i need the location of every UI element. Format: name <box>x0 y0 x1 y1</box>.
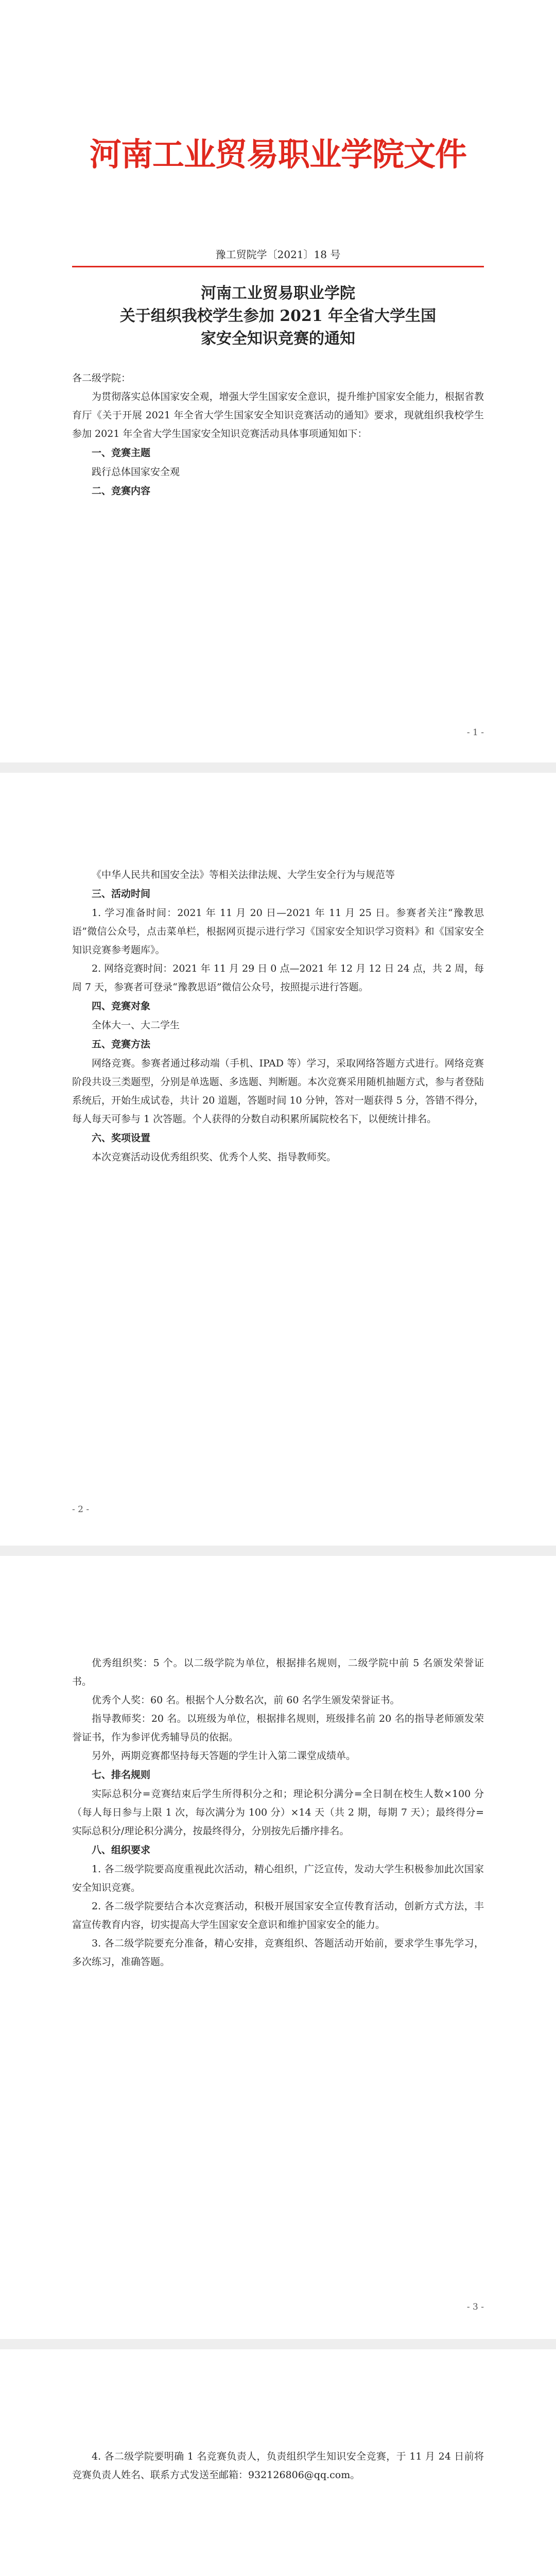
section-2-heading: 二、竞赛内容 <box>92 485 151 497</box>
document-number: 豫工贸院学〔2021〕18 号 <box>215 248 341 261</box>
page-2 <box>0 773 556 1546</box>
section-7-heading: 七、排名规则 <box>92 1769 151 1781</box>
time-item-1: 1. 学习准备时间：2021 年 11 月 20 日—2021 年 11 月 25 日。参赛者关注“豫教思语”微信公众号，点击菜单栏，根据网页提示进行学习《国家安全知识学习资料》和《国家安全知识竞赛参考题库》。 <box>72 907 484 956</box>
award-note: 另外，两期竞赛都坚持每天答题的学生计入第二课堂成绩单。 <box>92 1750 356 1761</box>
section-5-heading: 五、竞赛方法 <box>92 1039 151 1050</box>
requirement-3: 3. 各二级学院要充分准备，精心安排，竞赛组织、答题活动开始前，要求学生事先学习，多次练习，准确答题。 <box>72 1938 484 1968</box>
page-1 <box>0 0 556 762</box>
requirement-1: 1. 各二级学院要高度重视此次活动，精心组织，广泛宣传，发动大学生积极参加此次国家安全知识竞赛。 <box>72 1863 484 1893</box>
page-number: - 1 - <box>466 727 484 738</box>
requirement-2: 2. 各二级学院要结合本次竞赛活动，积极开展国家安全宣传教育活动，创新方式方法，丰富宣传教育内容，切实提高大学生国家安全意识和维护国家安全的能力。 <box>72 1901 484 1930</box>
intro-paragraph: 为贯彻落实总体国家安全观，增强大学生国家安全意识，提升维护国家安全能力，根据省教育厅《关于开展 2021 年全省大学生国家安全知识竞赛活动的通知》要求，现就组织我校学生参加 2021 年全省大学生国家安全知识竞赛活动具体事项通知如下： <box>72 391 484 439</box>
page-3-body <box>72 1654 484 1971</box>
page-2-body <box>72 866 484 1166</box>
section-1-body: 践行总体国家安全观 <box>92 466 180 478</box>
time-item-2: 2. 网络竞赛时间：2021 年 11 月 29 日 0 点—2021 年 12 月 12 日 24 点，共 2 周，每周 7 天，参赛者可登录“豫教思语”微信公众号，按照提示进行答题。 <box>72 963 484 993</box>
notice-title-line: 关于组织我校学生参加 2021 年全省大学生国 <box>119 307 437 325</box>
section-4-heading: 四、竞赛对象 <box>92 1001 151 1012</box>
section-6-body: 本次竞赛活动设优秀组织奖、优秀个人奖、指导教师奖。 <box>92 1151 337 1163</box>
page-number: - 3 - <box>466 2302 484 2312</box>
section-6-heading: 六、奖项设置 <box>92 1132 151 1144</box>
notice-title <box>72 282 484 350</box>
award-organization: 优秀组织奖：5 个。以二级学院为单位，根据排名规则，二级学院中前 5 名颁发荣誉证书。 <box>72 1657 484 1687</box>
notice-title-line: 河南工业贸易职业学院 <box>201 284 355 302</box>
page-1-body <box>72 369 484 501</box>
section-2-body: 《中华人民共和国安全法》等相关法律法规、大学生安全行为与规范等 <box>92 869 395 880</box>
page-4-body <box>72 2447 484 2484</box>
section-7-body: 实际总积分=竞赛结束后学生所得积分之和；理论积分满分=全日制在校生人数×100 分（每人每日参与上限 1 次，每次满分为 100 分）×14 天（共 2 期，每期 7 天）；最终得分=实际总积分/理论积分满分，按最终得分，分别按先后播序排名。 <box>72 1788 484 1837</box>
award-teacher: 指导教师奖：20 名。以班级为单位，根据排名规则，班级排名前 20 名的指导老师颁发荣誉证书，作为参评优秀辅导员的依据。 <box>72 1713 484 1743</box>
page-3 <box>0 1556 556 2339</box>
document-header-title: 河南工业贸易职业学院文件 <box>89 135 466 173</box>
salutation: 各二级学院： <box>72 372 131 384</box>
notice-title-line: 家安全知识竞赛的通知 <box>201 330 355 348</box>
section-1-heading: 一、竞赛主题 <box>92 447 151 459</box>
page-4 <box>0 2349 556 2576</box>
section-4-body: 全体大一、大二学生 <box>92 1020 180 1031</box>
award-individual: 优秀个人奖：60 名。根据个人分数名次，前 60 名学生颁发荣誉证书。 <box>92 1694 400 1706</box>
section-8-heading: 八、组织要求 <box>92 1844 151 1856</box>
page-number: - 2 - <box>72 1504 90 1515</box>
red-divider <box>72 266 484 267</box>
requirement-4: 4. 各二级学院要明确 1 名竞赛负责人，负责组织学生知识安全竞赛，于 11 月 24 日前将竞赛负责人姓名、联系方式发送至邮箱：932126806@qq.com。 <box>72 2451 484 2481</box>
section-3-heading: 三、活动时间 <box>92 888 151 900</box>
section-5-body: 网络竞赛。参赛者通过移动端（手机、IPAD 等）学习，采取网络答题方式进行。网络竞赛阶段共设三类题型，分别是单选题、多选题、判断题。本次竞赛采用随机抽题方式，参与者登陆系统后，开始生成试卷，共计 20 道题，答题时间 10 分钟，答对一题获得 5 分，答错不得分，每人每天可参与 1 次答题。个人获得的分数自动积累所属院校名下，以便统计排名。 <box>72 1058 484 1125</box>
